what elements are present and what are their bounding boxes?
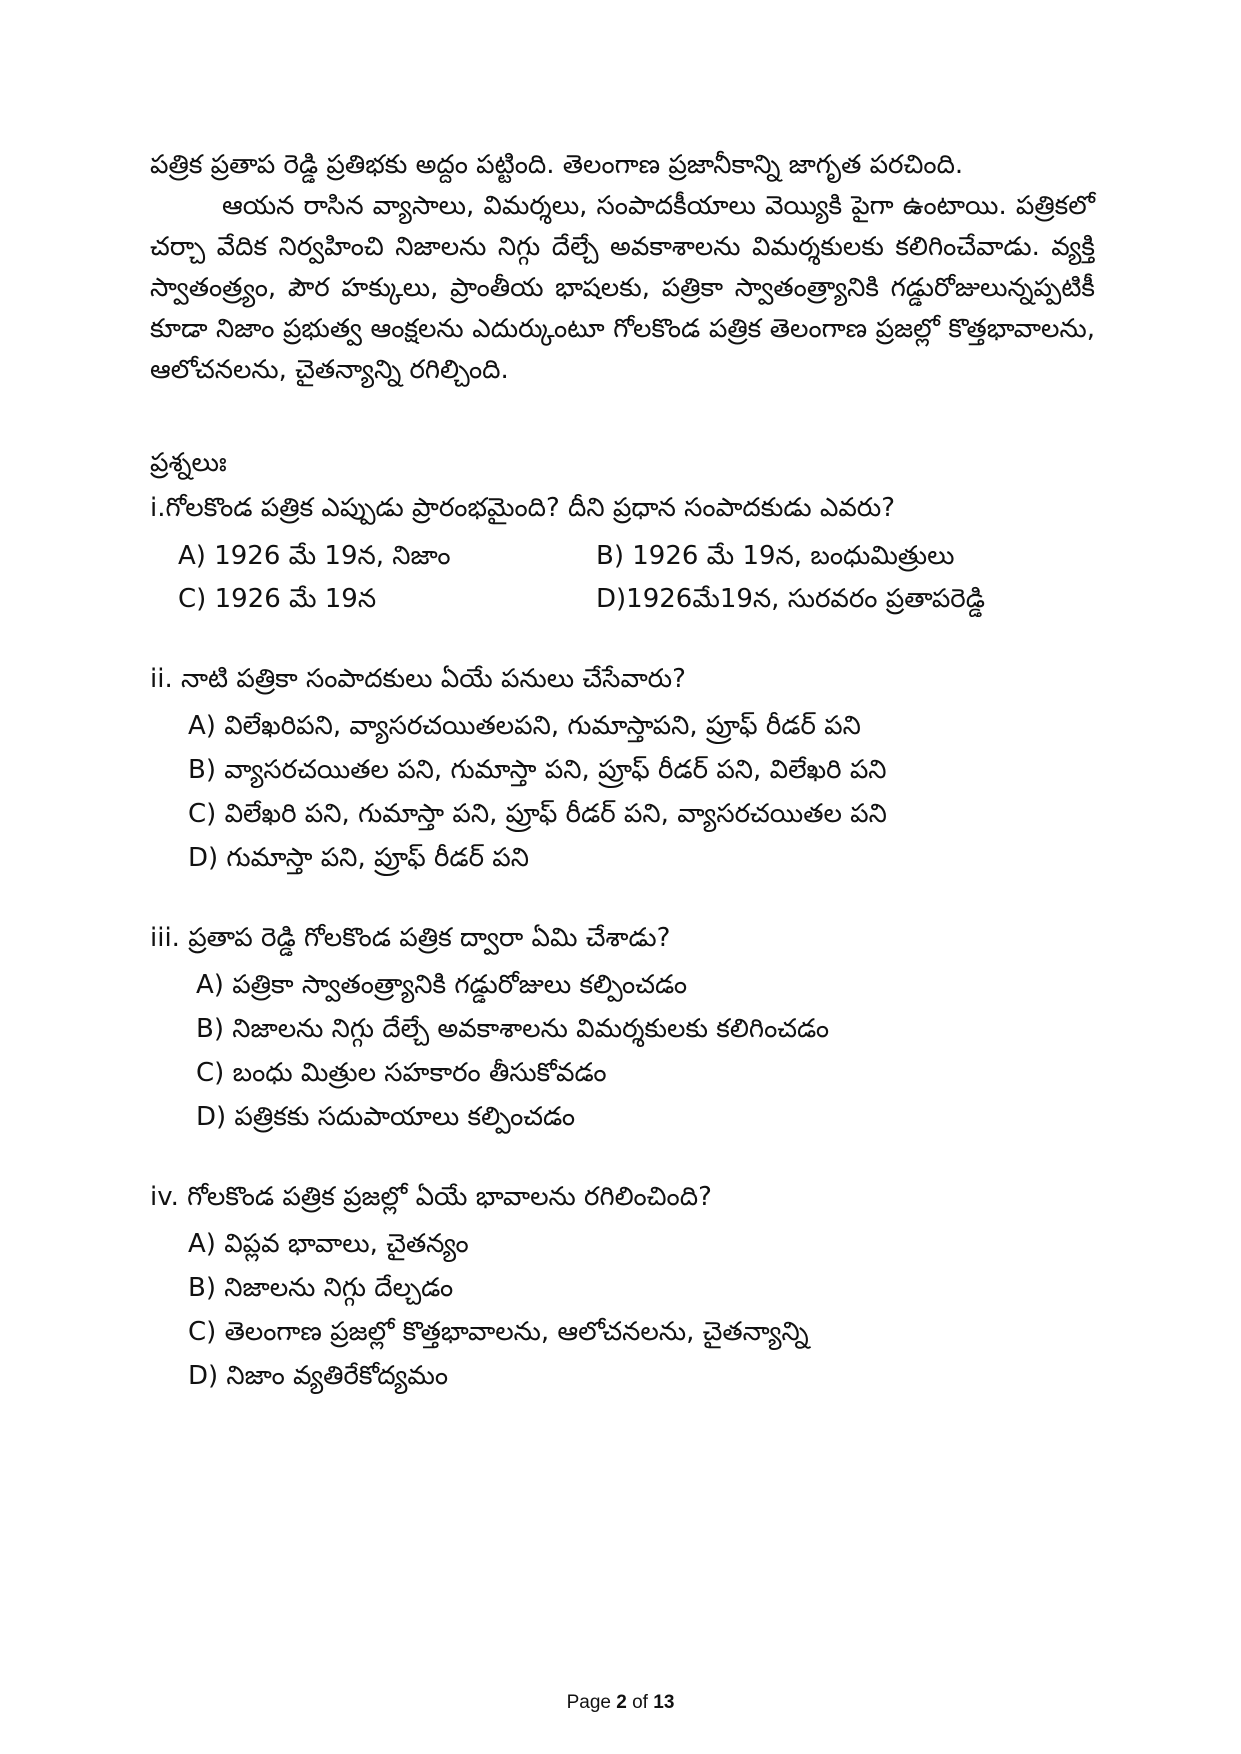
option-b: B) 1926 మే 19న, బంధుమిత్రులు [596, 541, 955, 571]
option-d: D) పత్రికకు సదుపాయాలు కల్పించడం [196, 1102, 576, 1132]
option-b: B) వ్యాసరచయితల పని, గుమాస్తా పని, ప్రూఫ్ రీడర్ పని, విలేఖరి పని [188, 755, 887, 785]
current-page-number: 2 [616, 1692, 627, 1713]
question-block-1 [150, 488, 1095, 621]
option-c: C) 1926 మే 19న [178, 584, 377, 614]
question-3-options [196, 963, 1095, 1139]
question-4-text: iv. గోలకొండ పత్రిక ప్రజల్లో ఏయే భావాలను రగిలించింది? [150, 1182, 712, 1212]
question-block-2 [150, 659, 1095, 880]
option-b: B) నిజాలను నిగ్గు దేల్చే అవకాశాలను విమర్శకులకు కలిగించడం [196, 1014, 830, 1044]
option-c: C) విలేఖరి పని, గుమాస్తా పని, ప్రూఫ్ రీడర్ పని, వ్యాసరచయితల పని [188, 799, 887, 829]
option-c: C) బంధు మిత్రుల సహకారం తీసుకోవడం [196, 1058, 607, 1088]
document-page [150, 145, 1095, 1398]
option-d: D)1926మే19న, సురవరం ప్రతాపరెడ్డి [596, 584, 985, 614]
question-2-text: ii. నాటి పత్రికా సంపాదకులు ఏయే పనులు చేసేవారు? [150, 664, 686, 694]
option-b: B) నిజాలను నిగ్గు దేల్చడం [188, 1273, 454, 1303]
option-a: A) 1926 మే 19న, నిజాం [178, 541, 451, 571]
of-word: of [632, 1692, 648, 1713]
questions-heading: ప్రశ్నలుః [150, 448, 227, 478]
page-word: Page [566, 1692, 611, 1713]
total-pages-number: 13 [653, 1692, 675, 1713]
body-paragraph-1: పత్రిక ప్రతాప రెడ్డి ప్రతిభకు అద్దం పట్టింది. తెలంగాణ ప్రజానీకాన్ని జాగృత పరచింది. [150, 150, 964, 180]
body-paragraph-2: ఆయన రాసిన వ్యాసాలు, విమర్శలు, సంపాదకీయాలు వెయ్యికి పైగా ఉంటాయి. పత్రికలో చర్చా వేదిక నిర్వహించి నిజాలను నిగ్గు దేల్చే అవకాశాలను విమర్శకులకు కలిగించేవాడు. వ్యక్తి స్వాతంత్ర్యం, పౌర హక్కులు, ప్రాంతీయ భాషలకు, పత్రికా స్వాతంత్ర్యానికి గడ్డురోజులున్నప్పటికీ కూడా నిజాం ప్రభుత్వ ఆంక్షలను ఎదుర్కుంటూ గోలకొండ పత్రిక తెలంగాణ ప్రజల్లో కొత్తభావాలను, ఆలోచనలను, చైతన్యాన్ని రగిల్చింది. [150, 191, 1095, 385]
option-a: A) విప్లవ భావాలు, చైతన్యం [188, 1229, 469, 1259]
option-a: A) పత్రికా స్వాతంత్ర్యానికి గడ్డురోజులు కల్పించడం [196, 970, 688, 1000]
question-block-4 [150, 1177, 1095, 1398]
question-2-options [188, 704, 1095, 880]
question-3-text: iii. ప్రతాప రెడ్డి గోలకొండ పత్రిక ద్వారా ఏమి చేశాడు? [150, 923, 671, 953]
option-a: A) విలేఖరిపని, వ్యాసరచయితలపని, గుమాస్తాపని, ప్రూఫ్ రీడర్ పని [188, 711, 861, 741]
option-d: D) గుమాస్తా పని, ప్రూఫ్ రీడర్ పని [188, 843, 530, 873]
option-c: C) తెలంగాణ ప్రజల్లో కొత్తభావాలను, ఆలోచనలను, చైతన్యాన్ని [188, 1317, 809, 1347]
page-footer [0, 1692, 1241, 1714]
question-block-3 [150, 918, 1095, 1139]
question-1-text: i.గోలకొండ పత్రిక ఎప్పుడు ప్రారంభమైంది? దీని ప్రధాన సంపాదకుడు ఎవరు? [150, 493, 896, 523]
option-d: D) నిజాం వ్యతిరేకోద్యమం [188, 1361, 449, 1391]
question-1-options [178, 535, 1095, 621]
question-4-options [188, 1222, 1095, 1398]
